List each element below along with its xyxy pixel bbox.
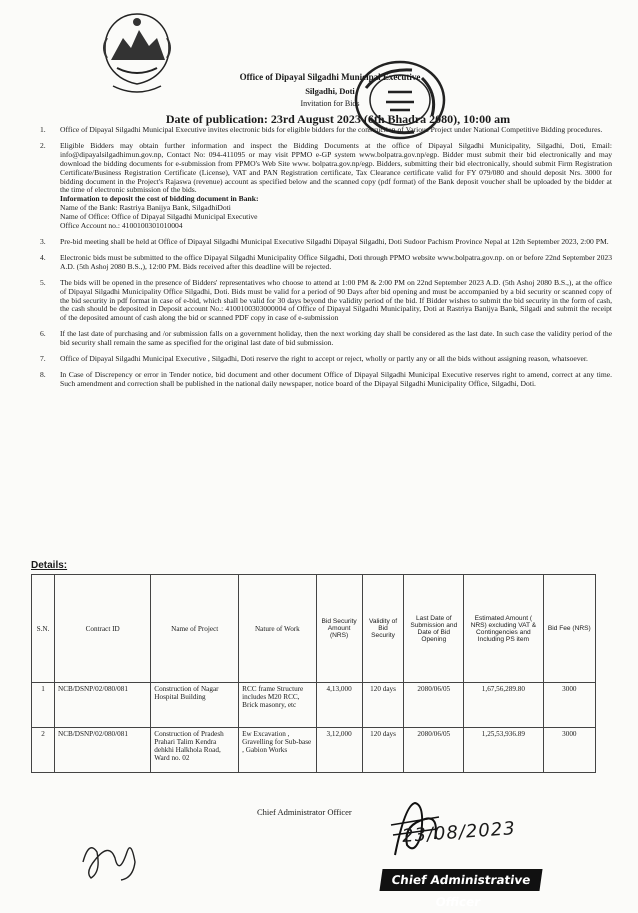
handwritten-signature <box>75 832 145 887</box>
publication-date: Date of publication: 23rd August 2023 (6th Bhadra 2080), 10:00 am <box>165 112 511 126</box>
office-title: Office of Dipayal Silgadhi Municipal Executive <box>239 72 421 82</box>
details-heading: Details: <box>31 560 68 571</box>
bank-office: Name of Office: Office of Dipayal Silgadhi Municipal Executive <box>60 212 258 222</box>
table-cell: 1,67,56,289.80 <box>464 683 544 728</box>
table-cell: 3,12,000 <box>316 728 362 773</box>
bank-info-heading: Information to deposit the cost of bidding document in Bank: <box>60 194 259 204</box>
clause-item: 8. In Case of Discrepency or error in Tender notice, bid document and other document Office of Dipayal Silgadhi Municipal Executive reserves right to amend, correct at any time. Such amendment and correction shall be published in the national daily newspaper, notice board of the Dipayal Silgadhi Municipality Office, Silgadhi, Doti. <box>40 369 612 388</box>
table-cell: 2080/06/05 <box>404 683 464 728</box>
table-cell: Construction of Nagar Hospital Building <box>151 683 239 728</box>
table-header: Validity of Bid Security <box>362 575 404 683</box>
table-header: Nature of Work <box>239 575 316 683</box>
table-cell: NCB/DSNP/02/080/081 <box>55 728 151 773</box>
table-cell: 3000 <box>543 683 595 728</box>
signatory-title: Chief Administrator Officer <box>257 807 352 817</box>
table-header: Bid Fee (NRS) <box>543 575 595 683</box>
table-cell: 120 days <box>362 683 404 728</box>
table-cell: 1,25,53,936.89 <box>464 728 544 773</box>
clause-list <box>40 126 612 396</box>
table-cell: 3000 <box>543 728 595 773</box>
table-header: Bid Security Amount (NRS) <box>316 575 362 683</box>
nepal-emblem-icon <box>97 8 177 98</box>
table-cell: 1 <box>32 683 55 728</box>
table-header: Name of Project <box>151 575 239 683</box>
clause-item: 4. Electronic bids must be submitted to the office Dipayal Silgadhi Municipality Office Silgadhi, Doti through PPMO website www.bolpatra.gov.np. on or before 22nd September 2023 A.D. (5th Ashoj 2080 B.S.,), 12:00 PM. Bids received after this deadline will be rejected. <box>40 252 612 271</box>
bank-info <box>60 195 612 231</box>
table-row <box>32 728 596 773</box>
table-cell: Construction of Pradesh Prahari Talim Kendra dehkhi Halkhola Road, Ward no. 02 <box>151 728 239 773</box>
table-header: Contract ID <box>55 575 151 683</box>
table-header: Last Date of Submission and Date of Bid Opening <box>404 575 464 683</box>
table-header-row <box>32 575 596 683</box>
clause-item: 6. If the last date of purchasing and /or submission falls on a government holiday, then the next working day shall be considered as the last date. In such case the validity period of the bid security shall remain the same as specified for the original last date of bid submission. <box>40 329 612 348</box>
clause-item: 3. Pre-bid meeting shall be held at Office of Dipayal Silgadhi Municipal Executive Silgadhi Dipayal Silgadhi, Doti Sudoor Pachism Province Nepal at 12th September 2023, 2:00 PM. <box>40 236 609 246</box>
table-cell: Ew Excavation , Gravelling for Sub-base , Gabion Works <box>239 728 316 773</box>
table-cell: 120 days <box>362 728 404 773</box>
officer-stamp: Chief Administrative Officer <box>379 869 542 891</box>
clause-item: 2. Eligible Bidders may obtain further information and inspect the Bidding Documents at the office of Dipayal Silgadhi Municipality, Silgadhi, Doti, Email: info@dipayalsilgadhimun.gov.np, Contact No: 094-411095 or may visit PPMO e-GP system www.bolpatra.gov.np/egp. Bidder must submit their bid electronically and may download the bidding documents for e-submission from PPMO's Web Site www. bolpatra.gov.np/egp. Bidders, submitting their bid electronically, should submit Firm Registration Certificate/Business Registration Certificate (License), VAT and PAN Registration certificate, Tax Clearance certificate valid for FY 079/080 and should deposit Nrs. 3000 for bidding document in the Project's Rajaswa (revenue) account as specified below and the scanned copy (pdf format) of the Bank deposit voucher shall be uploaded by the bidder at the time of electronic submission of the bids. Information to deposit the cost of bidding document in Bank: Name of the Bank: Rastriya Banijya Bank, SilgadhiDoti Name of Office: Office of Dipayal Silgadhi Municipal Executive Office Account no.: 4100100301010004 <box>40 140 612 231</box>
table-cell: RCC frame Structure includes M20 RCC, Brick masonry, etc <box>239 683 316 728</box>
clause-item: 7. Office of Dipayal Silgadhi Municipal Executive , Silgadhi, Doti reserve the right to accept or reject, wholly or partly any or all the bids without assigning reason, whatsoever. <box>40 354 588 364</box>
clause-item: 5. The bids will be opened in the presence of Bidders' representatives who choose to attend at 1:00 PM & 2:00 PM on 22nd September 2023 A.D. (5th Ashoj 2080 B.S.,), at the office of Dipayal Silgadhi Municipality Office Silgadhi, Doti. Bids must be valid for a period of 90 Days after bid opening and must be accompanied by a bid security or scanned copy of the bid security in pdf format in case of e-bid, which shall be valid for 30 days beyond the validity period of the bid. If Bidder wishes to submit the bid security in the form of cash, the cash should be deposited in Deposit account No.: 4100100303000004 of Office of Dipayal Silgadhi Municipality, Doti at Rastriya Banijya Bank, Silgadi and submit the receipt of the deposited amount of cash along the bid or scanned PDF copy in case of e-submission <box>40 277 612 323</box>
office-place: Silgadhi, Doti <box>305 86 355 96</box>
clause-item: 1. Office of Dipayal Silgadhi Municipal Executive invites electronic bids for eligible bidders for the construction of Various Project under National Competitive Bidding procedures. <box>40 125 603 134</box>
table-cell: 4,13,000 <box>316 683 362 728</box>
table-cell: NCB/DSNP/02/080/081 <box>55 683 151 728</box>
handwritten-date: 23/08/2023 <box>401 818 517 847</box>
bank-account: Office Account no.: 4100100301010004 <box>60 221 183 231</box>
invitation-title: Invitation for Bids <box>300 99 360 108</box>
bank-name: Name of the Bank: Rastriya Banijya Bank, SilgadhiDoti <box>60 203 231 213</box>
table-row <box>32 683 596 728</box>
table-cell: 2080/06/05 <box>404 728 464 773</box>
project-table <box>31 574 596 773</box>
table-header: S.N. <box>32 575 55 683</box>
table-header: Estimated Amount ( NRS) excluding VAT & Contingencies and Including PS item <box>464 575 544 683</box>
table-cell: 2 <box>32 728 55 773</box>
